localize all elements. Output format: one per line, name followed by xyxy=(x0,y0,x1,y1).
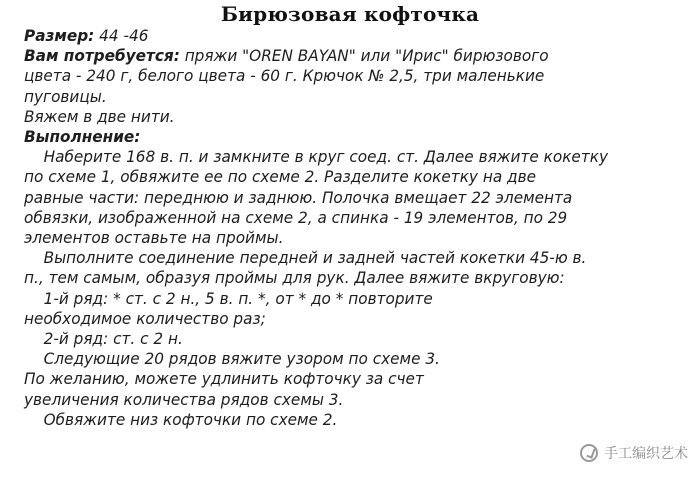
materials-label: Вам потребуется: xyxy=(24,47,180,66)
text-line: элементов оставьте на проймы. xyxy=(24,229,284,248)
page-title: Бирюзовая кофточка xyxy=(220,2,480,26)
size-label: Размер: xyxy=(24,27,95,45)
materials-line-2: цвета - 240 г, белого цвета - 60 г. Крючок № 2,5, три маленькие xyxy=(24,67,545,86)
execution-label: Выполнение: xyxy=(24,128,141,147)
text-line: п., тем самым, образуя проймы для рук. Далее вяжите вкруговую: xyxy=(24,269,565,288)
text-line: Выполните соединение передней и задней частей кокетки 45-ю в. xyxy=(43,249,587,268)
two-threads-line: Вяжем в две нити. xyxy=(24,107,175,126)
text-line: По желанию, можете удлинить кофточку за счет xyxy=(24,370,424,389)
watermark xyxy=(580,443,688,463)
text-line: обвязки, изображенной на схеме 2, а спинка - 19 элементов, по 29 xyxy=(24,208,568,227)
pattern-text xyxy=(24,26,677,430)
size-value: 44 -46 xyxy=(94,27,149,45)
text-line: Обвяжите низ кофточки по схеме 2. xyxy=(43,410,338,429)
wechat-logo-icon xyxy=(580,444,598,462)
text-line: увеличения количества рядов схемы 3. xyxy=(24,390,344,409)
text-line: Следующие 20 рядов вяжите узором по схеме 3. xyxy=(43,350,440,369)
materials-text-1: пряжи "OREN BAYAN" или "Ирис" бирюзового xyxy=(179,47,549,66)
materials-line-3: пуговицы. xyxy=(24,87,107,106)
text-line: Наберите 168 в. п. и замкните в круг соед. ст. Далее вяжите кокетку xyxy=(43,148,609,167)
text-line: по схеме 1, обвяжите ее по схеме 2. Разделите кокетку на две xyxy=(24,168,537,187)
text-line: необходимое количество раз; xyxy=(24,309,266,328)
watermark-text: 手工编织艺术 xyxy=(604,446,688,462)
materials-line-1 xyxy=(24,46,677,66)
text-line: 2-й ряд: ст. с 2 н. xyxy=(43,330,183,349)
text-line: 1-й ряд: * ст. с 2 н., 5 в. п. *, от * до * повторите xyxy=(43,289,433,308)
execution-heading xyxy=(24,127,677,147)
size-line xyxy=(24,26,677,46)
text-line: равные части: переднюю и заднюю. Полочка вмещает 22 элемента xyxy=(24,188,573,207)
